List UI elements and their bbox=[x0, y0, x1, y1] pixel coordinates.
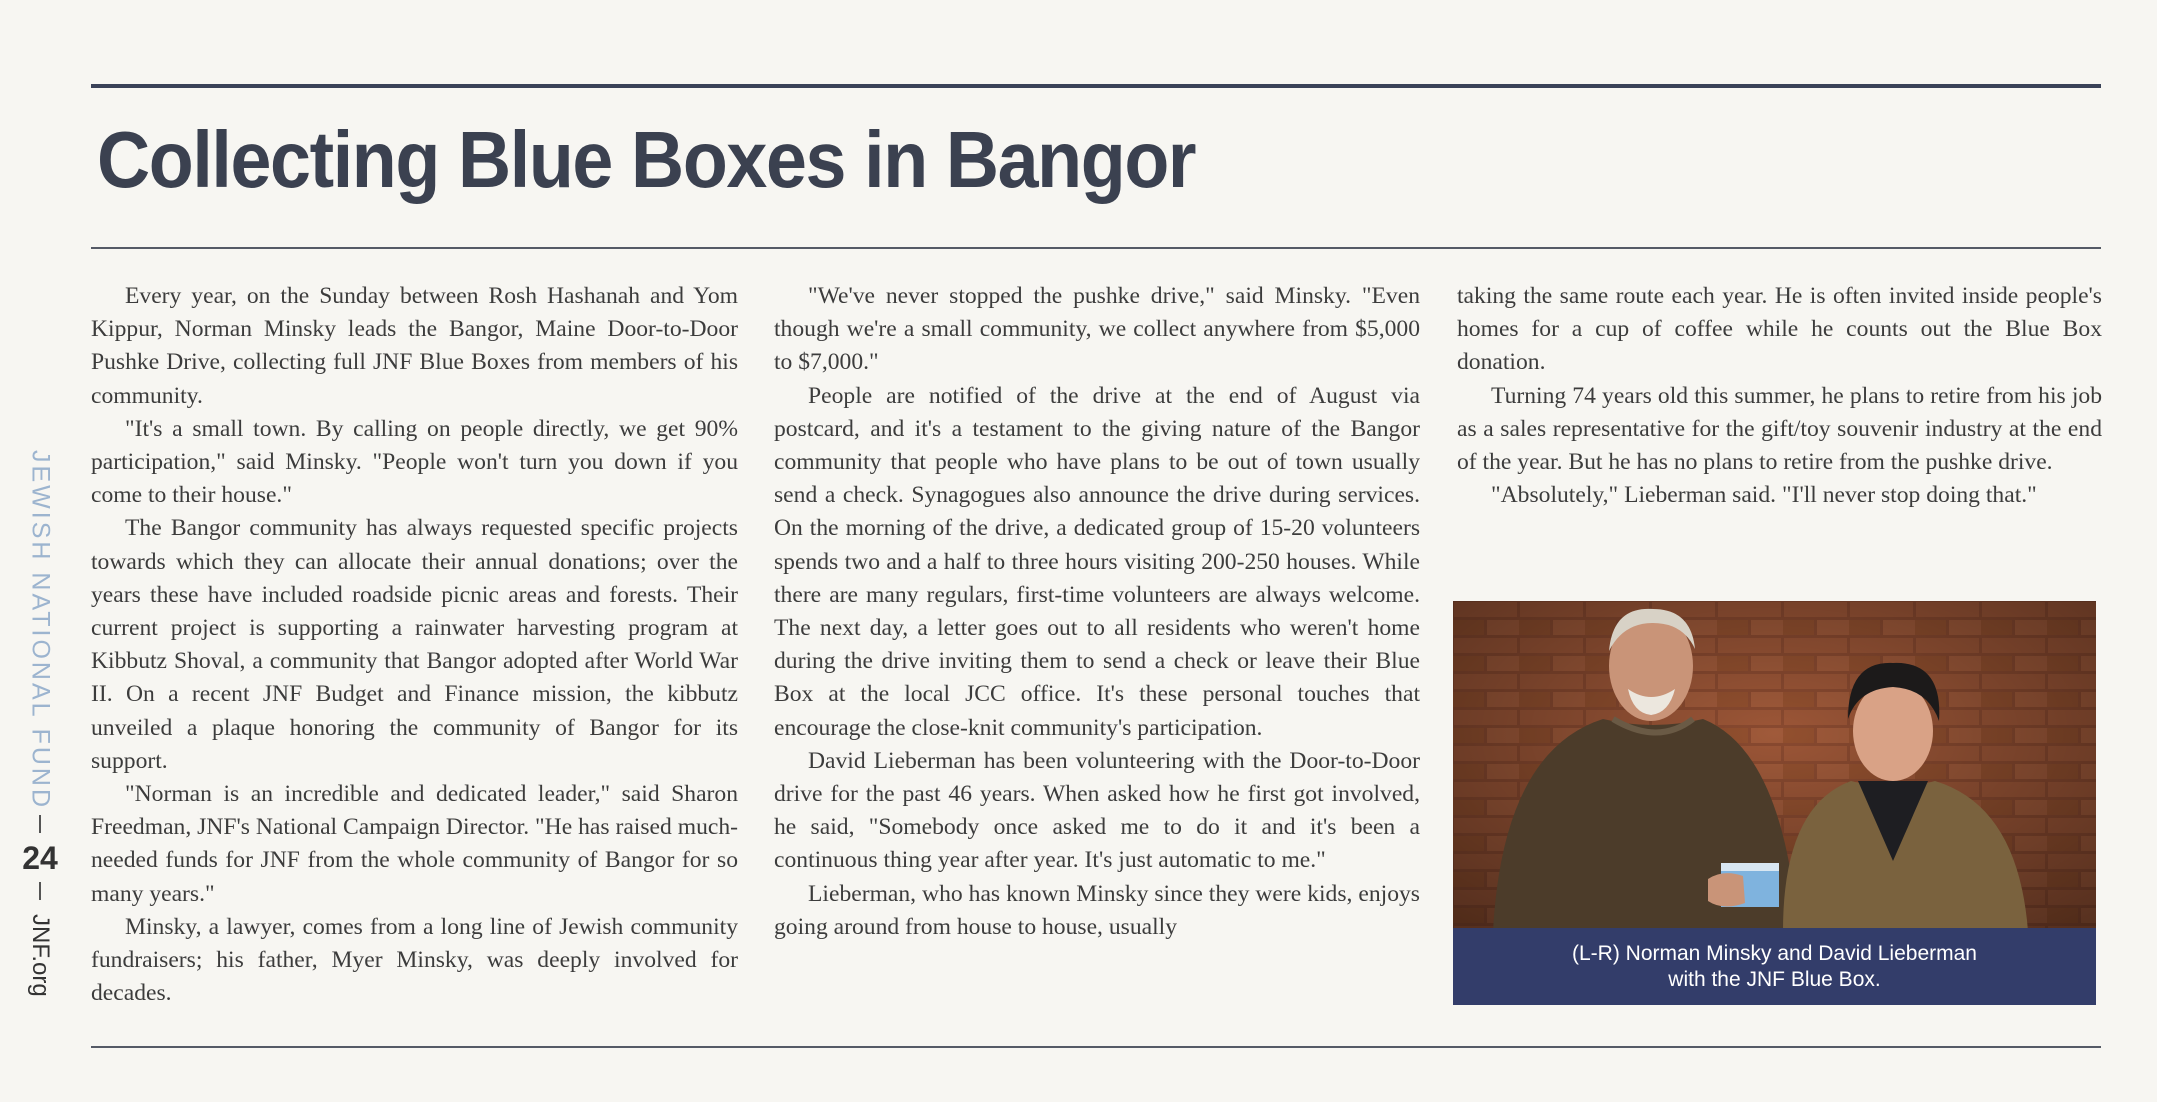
bottom-rule bbox=[91, 1046, 2101, 1048]
paragraph: "Absolutely," Lieberman said. "I'll never stop doing that." bbox=[1491, 482, 2037, 509]
page-number bbox=[20, 838, 60, 878]
sidebar-org-name bbox=[20, 450, 60, 810]
title-rule bbox=[91, 247, 2101, 249]
paragraph: Lieberman, who has known Minsky since they were kids, enjoys going around from house to house, usually bbox=[774, 880, 1420, 940]
website-label: JNF.org bbox=[27, 913, 54, 997]
paragraph: taking the same route each year. He is often invited inside people's homes for a cup of coffee while he counts out the Blue Box donation. bbox=[1457, 283, 2102, 376]
sidebar-website bbox=[20, 905, 60, 1005]
caption-line-1: (L-R) Norman Minsky and David Lieberman bbox=[1572, 941, 1977, 965]
page-number-label: 24 bbox=[22, 839, 58, 876]
article-column-1 bbox=[91, 280, 738, 1010]
paragraph: Minsky, a lawyer, comes from a long line of Jewish community fundraisers; his father, Myer Minsky, was deeply involved for decades. bbox=[91, 913, 738, 1007]
article-title: Collecting Blue Boxes in Bangor bbox=[97, 115, 1196, 204]
sidebar-divider bbox=[39, 815, 41, 833]
paragraph: The Bangor community has always requested specific projects towards which they can allocate their annual donations; over the years these have included roadside picnic areas and forests. Their current project is supporting a rainwater harvesting program at Kibbutz Shoval, a community that Bangor adopted after World War II. On a recent JNF Budget and Finance mission, the kibbutz unveiled a plaque honoring the community of Bangor for its support. bbox=[91, 515, 738, 774]
paragraph: David Lieberman has been volunteering with the Door-to-Door drive for the past 46 years. When asked how he first got involved, he said, "Somebody once asked me to do it and it's been a continuous thing year after year. It's just automatic to me." bbox=[774, 747, 1420, 874]
sidebar-divider bbox=[39, 882, 41, 900]
sidebar-org-label: JEWISH NATIONAL FUND bbox=[26, 450, 55, 811]
top-rule bbox=[91, 84, 2101, 88]
paragraph: Every year, on the Sunday between Rosh Hashanah and Yom Kippur, Norman Minsky leads the Bangor, Maine Door-to-Door Pushke Drive, collecting full JNF Blue Boxes from members of his community. bbox=[91, 283, 738, 409]
article-column-2 bbox=[774, 280, 1420, 944]
photo-caption bbox=[1453, 928, 2096, 1005]
paragraph: "Norman is an incredible and dedicated leader," said Sharon Freedman, JNF's National Campaign Director. "He has raised much-needed funds for JNF from the whole community of Bangor for so many years." bbox=[91, 781, 738, 907]
paragraph: "It's a small town. By calling on people directly, we get 90% participation," said Minsky. "People won't turn you down if you come to their house." bbox=[91, 415, 738, 509]
article-column-3 bbox=[1457, 280, 2102, 512]
paragraph: "We've never stopped the pushke drive," said Minsky. "Even though we're a small community, we collect anywhere from $5,000 to $7,000." bbox=[774, 283, 1420, 376]
paragraph: People are notified of the drive at the end of August via postcard, and it's a testament to the giving nature of the Bangor community that people who have plans to be out of town usually send a check. Synagogues also announce the drive during services. On the morning of the drive, a dedicated group of 15-20 volunteers spends two and a half to three hours visiting 200-250 houses. While there are many regulars, first-time volunteers are always welcome. The next day, a letter goes out to all residents who weren't home during the drive inviting them to send a check or leave their Blue Box at the local JCC office. It's these personal touches that encourage the close-knit community's participation. bbox=[774, 382, 1420, 741]
caption-line-2: with the JNF Blue Box. bbox=[1668, 967, 1881, 991]
photo-minsky-lieberman bbox=[1453, 601, 2096, 1005]
paragraph: Turning 74 years old this summer, he plans to retire from his job as a sales representative for the gift/toy souvenir industry at the end of the year. But he has no plans to retire from the pushke drive. bbox=[1457, 382, 2102, 476]
